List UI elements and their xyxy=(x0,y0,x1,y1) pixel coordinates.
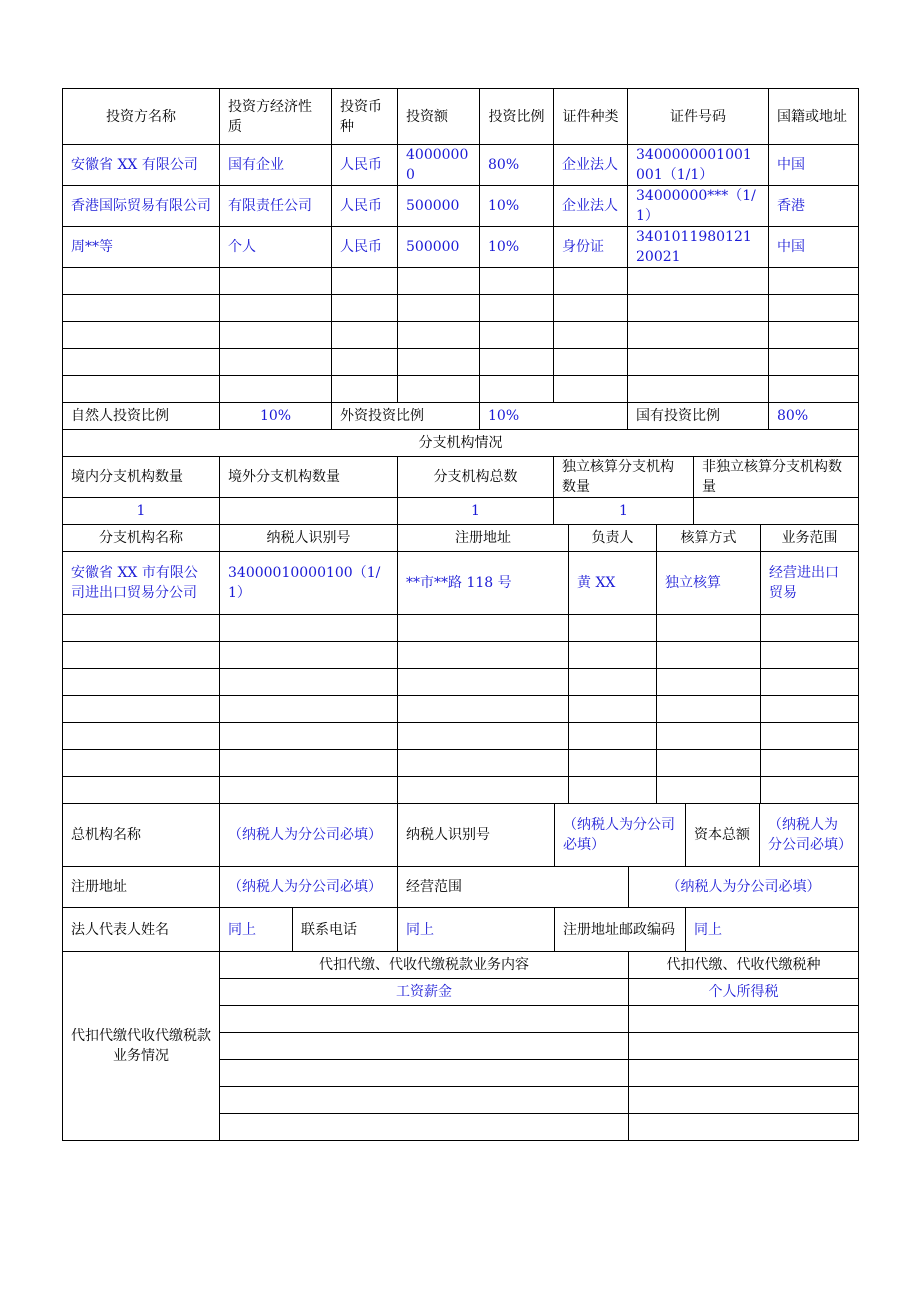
investor-header-row xyxy=(63,89,859,145)
branch-row xyxy=(63,552,859,615)
header-investor-name: 投资方名称 xyxy=(63,89,220,145)
investor-row xyxy=(63,145,859,186)
investor-nationality: 中国 xyxy=(769,145,859,186)
non-independent-branches-value[interactable] xyxy=(694,498,859,525)
branch-empty-row xyxy=(63,615,859,642)
branch-empty-row xyxy=(63,750,859,777)
withholding-tax-type[interactable]: 个人所得税 xyxy=(629,979,859,1006)
investor-name: 周**等 xyxy=(63,227,220,268)
investment-ratio-row xyxy=(63,403,859,430)
hq-tin-value[interactable]: （纳税人为分公司必填） xyxy=(555,804,686,867)
state-ratio-label: 国有投资比例 xyxy=(628,403,769,430)
investor-amount: 500000 xyxy=(398,186,480,227)
hq-tin-label: 纳税人识别号 xyxy=(398,804,555,867)
investor-ratio: 80% xyxy=(480,145,554,186)
investor-id-number: 34000000***（1/1） xyxy=(628,186,769,227)
investor-row xyxy=(63,186,859,227)
branch-table xyxy=(62,524,859,804)
investor-nature: 有限责任公司 xyxy=(220,186,332,227)
investor-id-type: 身份证 xyxy=(554,227,628,268)
rep-name-label: 法人代表人姓名 xyxy=(63,908,220,952)
header-economic-nature: 投资方经济性质 xyxy=(220,89,332,145)
header-ratio: 投资比例 xyxy=(480,89,554,145)
withholding-header-row xyxy=(63,952,859,979)
investor-empty-row xyxy=(63,322,859,349)
hq-address-label: 注册地址 xyxy=(63,867,220,908)
withholding-table xyxy=(62,951,859,1141)
investor-name: 香港国际贸易有限公司 xyxy=(63,186,220,227)
header-nationality: 国籍或地址 xyxy=(769,89,859,145)
investor-table xyxy=(62,88,859,403)
investor-row xyxy=(63,227,859,268)
investor-id-type: 企业法人 xyxy=(554,186,628,227)
header-overseas-branches: 境外分支机构数量 xyxy=(220,457,398,498)
branch-name: 安徽省 XX 市有限公司进出口贸易分公司 xyxy=(63,552,220,615)
investor-empty-row xyxy=(63,295,859,322)
investor-nationality: 香港 xyxy=(769,186,859,227)
branch-summary-value-row xyxy=(63,498,859,525)
investor-empty-row xyxy=(63,349,859,376)
state-ratio-value: 80% xyxy=(769,403,859,430)
header-domestic-branches: 境内分支机构数量 xyxy=(63,457,220,498)
total-branches-value[interactable]: 1 xyxy=(398,498,554,525)
investor-currency: 人民币 xyxy=(332,145,398,186)
investor-nature: 国有企业 xyxy=(220,145,332,186)
branch-empty-row xyxy=(63,696,859,723)
natural-ratio-value: 10% xyxy=(220,403,332,430)
hq-name-label: 总机构名称 xyxy=(63,804,220,867)
natural-ratio-label: 自然人投资比例 xyxy=(63,403,220,430)
header-total-branches: 分支机构总数 xyxy=(398,457,554,498)
investor-id-type: 企业法人 xyxy=(554,145,628,186)
foreign-ratio-value: 10% xyxy=(480,403,628,430)
phone-label: 联系电话 xyxy=(293,908,398,952)
overseas-branches-value[interactable] xyxy=(220,498,398,525)
rep-name-value[interactable]: 同上 xyxy=(220,908,293,952)
hq-capital-label: 资本总额 xyxy=(686,804,760,867)
hq-address-row xyxy=(63,867,859,908)
independent-branches-value[interactable]: 1 xyxy=(554,498,694,525)
header-id-number: 证件号码 xyxy=(628,89,769,145)
header-non-independent-branches: 非独立核算分支机构数量 xyxy=(694,457,859,498)
postcode-label: 注册地址邮政编码 xyxy=(555,908,686,952)
branch-empty-row xyxy=(63,777,859,804)
investor-id-number: 3400000001001001（1/1） xyxy=(628,145,769,186)
hq-name-row xyxy=(63,804,859,867)
investor-amount: 40000000 xyxy=(398,145,480,186)
registration-form xyxy=(62,88,858,1141)
investor-nationality: 中国 xyxy=(769,227,859,268)
investor-currency: 人民币 xyxy=(332,227,398,268)
investor-ratio: 10% xyxy=(480,186,554,227)
branch-business-scope: 经营进出口贸易 xyxy=(761,552,859,615)
branch-tin: 34000010000100（1/1） xyxy=(220,552,398,615)
header-branch-address: 注册地址 xyxy=(398,525,569,552)
header-branch-tin: 纳税人识别号 xyxy=(220,525,398,552)
investor-amount: 500000 xyxy=(398,227,480,268)
branch-section-title: 分支机构情况 xyxy=(63,430,859,457)
withholding-content-header: 代扣代缴、代收代缴税款业务内容 xyxy=(220,952,629,979)
branch-summary-header-row xyxy=(63,457,859,498)
investor-nature: 个人 xyxy=(220,227,332,268)
postcode-value[interactable]: 同上 xyxy=(686,908,859,952)
phone-value[interactable]: 同上 xyxy=(398,908,555,952)
header-business-scope: 业务范围 xyxy=(761,525,859,552)
hq-representative-row xyxy=(63,908,859,952)
branch-empty-row xyxy=(63,723,859,750)
header-branch-name: 分支机构名称 xyxy=(63,525,220,552)
header-accounting-method: 核算方式 xyxy=(657,525,761,552)
branch-address: **市**路 118 号 xyxy=(398,552,569,615)
hq-scope-value[interactable]: （纳税人为分公司必填） xyxy=(629,867,859,908)
investor-name: 安徽省 XX 有限公司 xyxy=(63,145,220,186)
branch-accounting-method: 独立核算 xyxy=(657,552,761,615)
branch-empty-row xyxy=(63,642,859,669)
investor-currency: 人民币 xyxy=(332,186,398,227)
header-currency: 投资币种 xyxy=(332,89,398,145)
investor-ratio: 10% xyxy=(480,227,554,268)
foreign-ratio-label: 外资投资比例 xyxy=(332,403,480,430)
withholding-label: 代扣代缴代收代缴税款业务情况 xyxy=(63,952,220,1141)
withholding-content[interactable]: 工资薪金 xyxy=(220,979,629,1006)
hq-scope-label: 经营范围 xyxy=(398,867,629,908)
hq-name-value[interactable]: （纳税人为分公司必填） xyxy=(220,804,398,867)
investor-empty-row xyxy=(63,268,859,295)
branch-head: 黄 XX xyxy=(569,552,657,615)
branch-empty-row xyxy=(63,669,859,696)
domestic-branches-value[interactable]: 1 xyxy=(63,498,220,525)
ratio-branch-summary-table xyxy=(62,402,859,525)
branch-section-title-row xyxy=(63,430,859,457)
header-independent-branches: 独立核算分支机构数量 xyxy=(554,457,694,498)
withholding-type-header: 代扣代缴、代收代缴税种 xyxy=(629,952,859,979)
header-id-type: 证件种类 xyxy=(554,89,628,145)
hq-address-value[interactable]: （纳税人为分公司必填） xyxy=(220,867,398,908)
investor-empty-row xyxy=(63,376,859,403)
hq-capital-value[interactable]: （纳税人为分公司必填） xyxy=(760,804,859,867)
branch-header-row xyxy=(63,525,859,552)
headquarters-table xyxy=(62,803,859,952)
investor-id-number: 340101198012120021 xyxy=(628,227,769,268)
header-amount: 投资额 xyxy=(398,89,480,145)
header-branch-head: 负责人 xyxy=(569,525,657,552)
